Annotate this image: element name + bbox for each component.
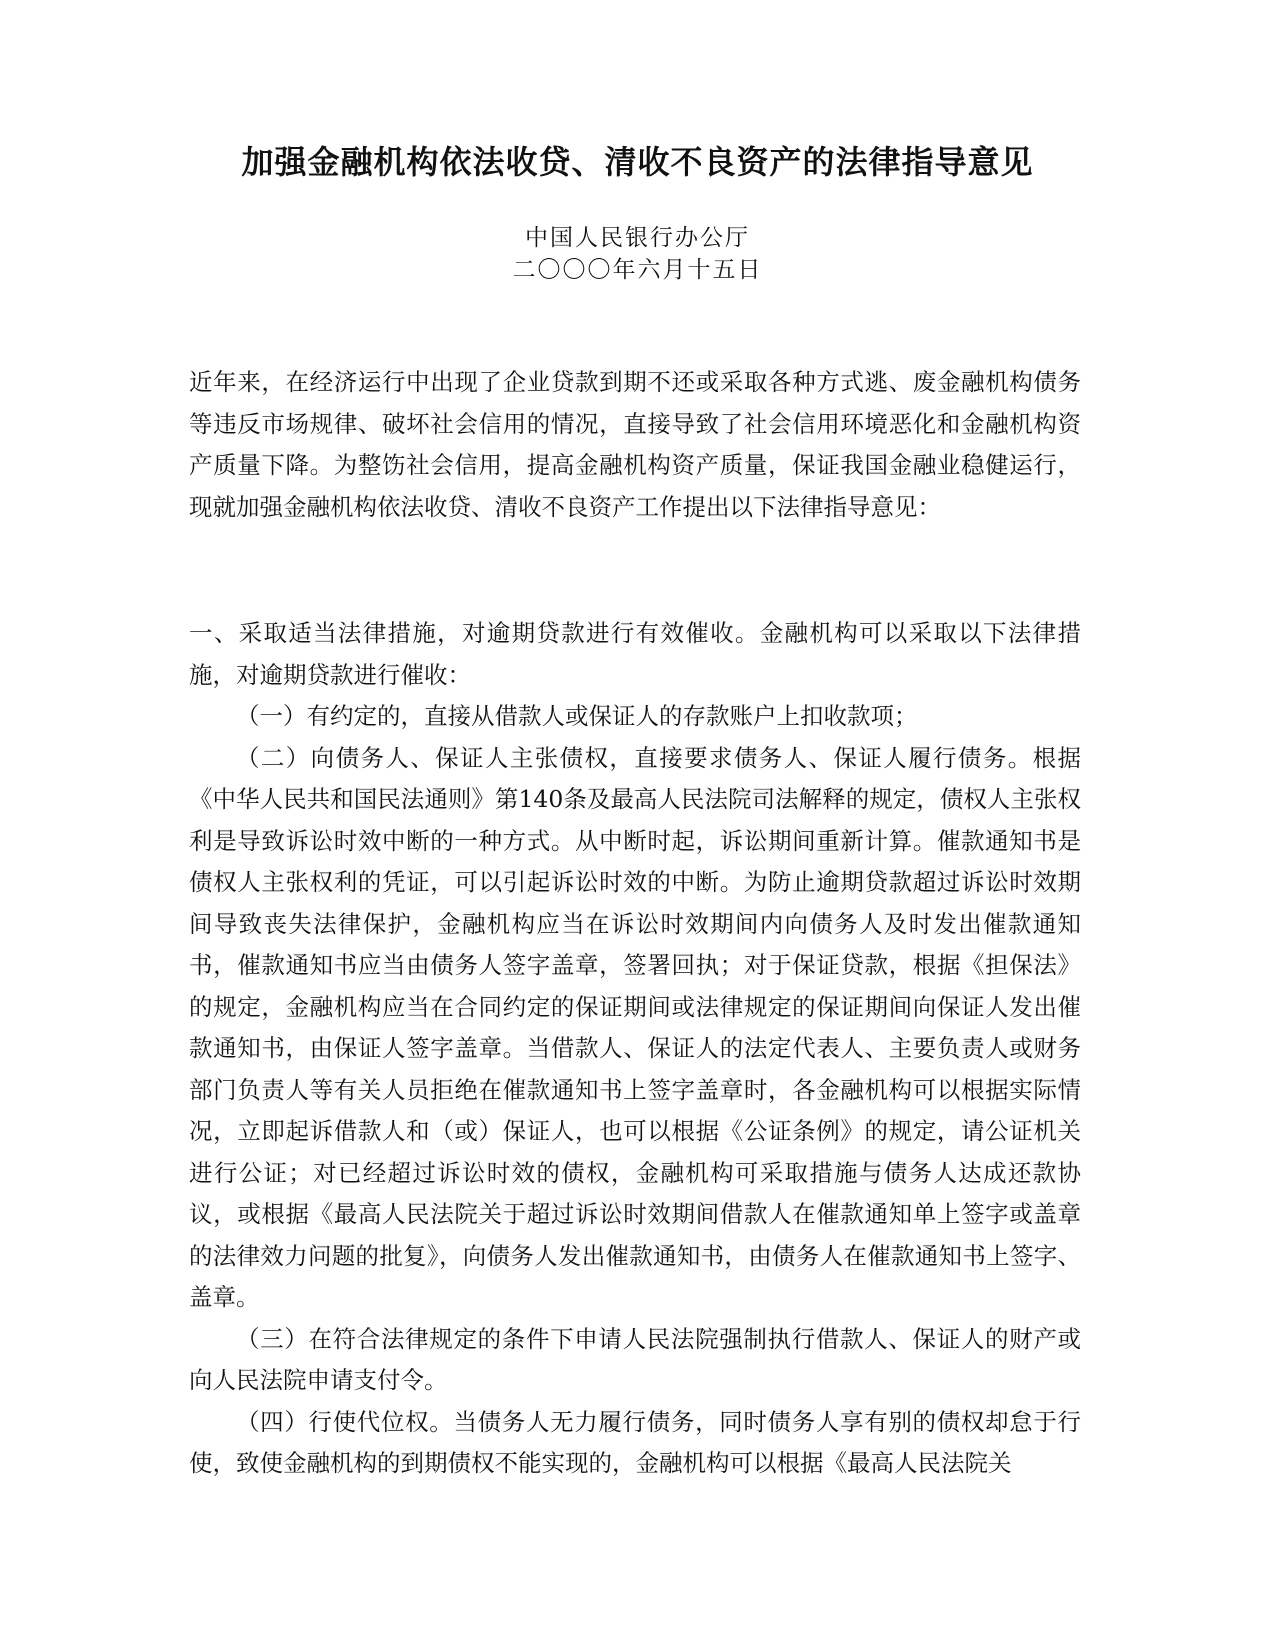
section-1-item-1: （一）有约定的，直接从借款人或保证人的存款账户上扣收款项；	[236, 702, 918, 730]
intro-paragraph: 近年来，在经济运行中出现了企业贷款到期不还或采取各种方式逃、废金融机构债务等违反市场规律、破坏社会信用的情况，直接导致了社会信用环境恶化和金融机构资产质量下降。为整饬社会信用，提高金融机构资产质量，保证我国金融业稳健运行，现就加强金融机构依法收贷、清收不良资产工作提出以下法律指导意见：	[189, 368, 1081, 521]
section-1	[189, 613, 1081, 1485]
section-1-item-3: （三）在符合法律规定的条件下申请人民法院强制执行借款人、保证人的财产或向人民法院申请支付令。	[189, 1324, 1081, 1394]
section-1-heading: 一、采取适当法律措施，对逾期贷款进行有效催收。金融机构可以采取以下法律措施，对逾期贷款进行催收：	[189, 619, 1081, 689]
issuing-organization: 中国人民银行办公厅	[525, 225, 750, 251]
section-1-item-2: （二）向债务人、保证人主张债权，直接要求债务人、保证人履行债务。根据《中华人民共和国民法通则》第140条及最高人民法院司法解释的规定，债权人主张权利是导致诉讼时效中断的一种方式。从中断时起，诉讼期间重新计算。催款通知书是债权人主张权利的凭证，可以引起诉讼时效的中断。为防止逾期贷款超过诉讼时效期间导致丧失法律保护，金融机构应当在诉讼时效期间内向债务人及时发出催款通知书，催款通知书应当由债务人签字盖章，签署回执；对于保证贷款，根据《担保法》的规定，金融机构应当在合同约定的保证期间或法律规定的保证期间向保证人发出催款通知书，由保证人签字盖章。当借款人、保证人的法定代表人、主要负责人或财务部门负责人等有关人员拒绝在催款通知书上签字盖章时，各金融机构可以根据实际情况，立即起诉借款人和（或）保证人，也可以根据《公证条例》的规定，请公证机关进行公证；对已经超过诉讼时效的债权，金融机构可采取措施与债务人达成还款协议，或根据《最高人民法院关于超过诉讼时效期间借款人在催款通知单上签字或盖章的法律效力问题的批复》，向债务人发出催款通知书，由债务人在催款通知书上签字、盖章。	[189, 743, 1081, 1311]
intro-block	[189, 362, 1081, 528]
document-title: 加强金融机构依法收贷、清收不良资产的法律指导意见	[241, 143, 1034, 181]
issue-date: 二〇〇〇年六月十五日	[512, 257, 763, 283]
section-1-item-4: （四）行使代位权。当债务人无力履行债务，同时债务人享有别的债权却怠于行使，致使金融机构的到期债权不能实现的，金融机构可以根据《最高人民法院关	[189, 1407, 1081, 1477]
